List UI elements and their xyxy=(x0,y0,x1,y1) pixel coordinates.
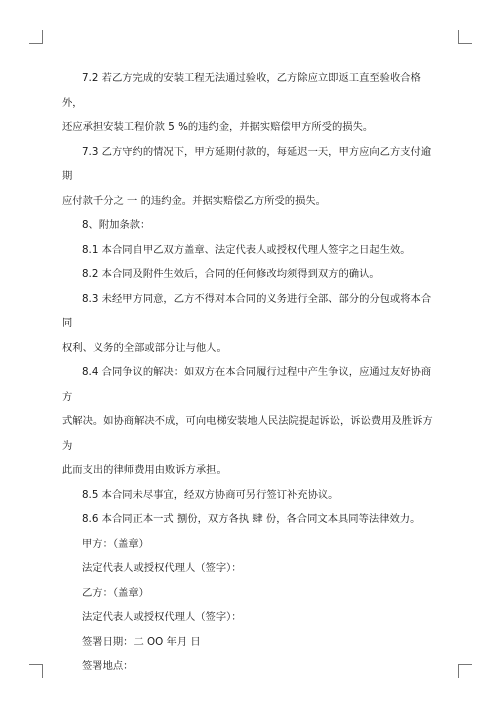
clause-8-5: 8.5 本合同未尽事宜，经双方协商可另行签订补充协议。 xyxy=(82,488,339,501)
clause-7-2 xyxy=(62,66,440,140)
party-a-representative: 法定代表人或授权代理人（签字）： xyxy=(82,562,242,574)
clause-8-3-line-1: 8.3 未经甲方同意，乙方不得对本合同的义务进行全部、部分的分包或将本合同 xyxy=(62,292,432,329)
signing-date: 签署日期：二 OO 年月 日 xyxy=(82,635,201,648)
clause-8-4-line-3: 此而支出的律师费用由败诉方承担。 xyxy=(62,464,227,476)
clause-8-4-line-1: 8.4 合同争议的解决：如双方在本合同履行过程中产生争议，应通过友好协商方 xyxy=(62,366,432,403)
clause-8-3 xyxy=(62,287,440,361)
clause-7-3 xyxy=(62,140,440,214)
crop-mark-bottom-right xyxy=(458,664,472,678)
signing-place: 签署地点： xyxy=(82,660,134,672)
party-b-seal: 乙方：（盖章） xyxy=(82,586,149,599)
clause-8-6: 8.6 本合同正本一式 捌份，双方各执 肆 份，各合同文本具同等法律效力。 xyxy=(82,513,421,525)
party-a-seal: 甲方：（盖章） xyxy=(82,537,149,550)
clause-7-2-line-2: 还应承担安装工程价款 5 %的违约金，并据实赔偿甲方所受的损失。 xyxy=(62,121,374,133)
clause-8-2: 8.2 本合同及附件生效后，合同的任何修改均须得到双方的确认。 xyxy=(82,268,380,280)
party-b-representative: 法定代表人或授权代理人（签字）： xyxy=(82,611,242,623)
clause-8-heading: 8、附加条款： xyxy=(82,219,151,231)
crop-mark-bottom-left xyxy=(29,664,43,678)
clause-7-2-line-1: 7.2 若乙方完成的安装工程无法通过验收，乙方除应立即返工直至验收合格外， xyxy=(62,72,421,109)
crop-mark-top-right xyxy=(458,30,472,44)
clause-8-4-line-2: 式解决。如协商解决不成，可向电梯安装地人民法院提起诉讼，诉讼费用及胜诉方为 xyxy=(62,415,433,452)
clause-7-3-line-1: 7.3 乙方守约的情况下，甲方延期付款的，每延迟一天，甲方应向乙方支付逾期 xyxy=(62,145,432,182)
crop-mark-top-left xyxy=(29,30,43,44)
clause-8-1: 8.1 本合同自甲乙双方盖章、法定代表人或授权代理人签字之日起生效。 xyxy=(82,243,411,256)
clause-8-4 xyxy=(62,360,440,483)
clause-8-3-line-2: 权利、义务的全部或部分让与他人。 xyxy=(62,341,227,354)
contract-body xyxy=(62,66,440,679)
clause-7-3-line-2: 应付款千分之 一 的违约金。并据实赔偿乙方所受的损失。 xyxy=(62,194,326,207)
